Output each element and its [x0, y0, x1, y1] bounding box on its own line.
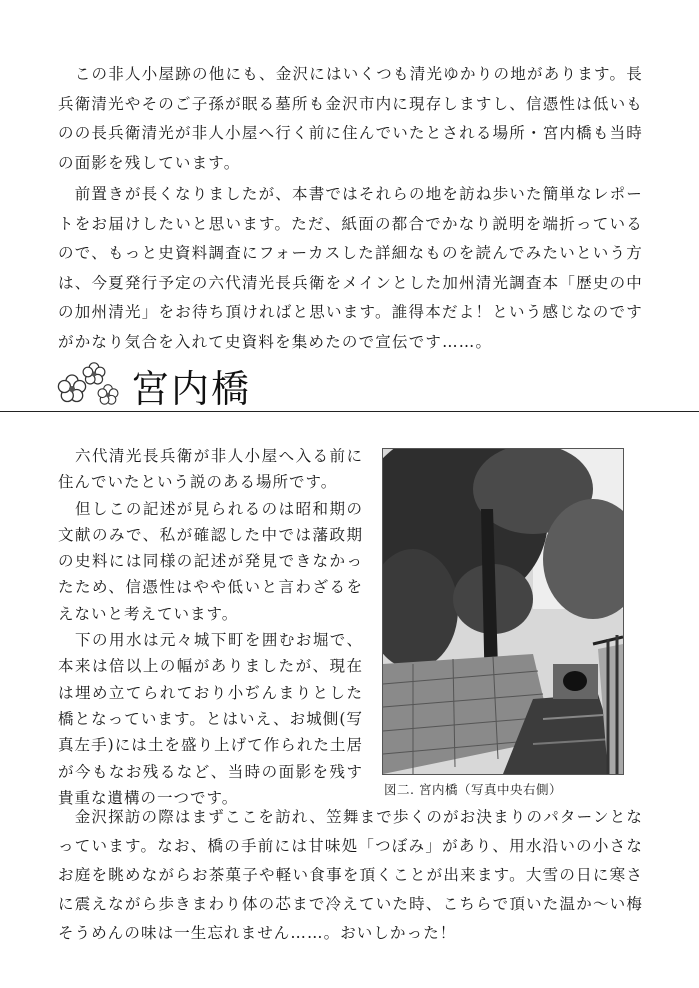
ume-blossom-icon	[55, 362, 123, 408]
body-paragraph-4: 金沢探訪の際はまずここを訪れ、笠舞まで歩くのがお決まりのパターンとなっています。なお、橋の手前には甘味処「つぼみ」があり、用水沿いの小さなお庭を眺めながらお茶菓子や軽い食事を頂くことが出来ます。大雪の日に寒さに震えながら歩きまわり体の芯まで冷えていた時、こちらで頂いた温か～い梅そうめんの味は一生忘れません……。おいしかった！	[58, 808, 643, 942]
body-paragraph-1: 六代清光長兵衛が非人小屋へ入る前に住んでいたという説のある場所です。	[58, 447, 363, 492]
section-divider	[0, 411, 699, 412]
miyauchi-bridge-photo	[382, 448, 624, 775]
intro-paragraph-1: この非人小屋跡の他にも、金沢にはいくつも清光ゆかりの地があります。長兵衛清光やそのご子孫が眠る墓所も金沢市内に現存しますし、信憑性は低いものの長兵衛清光が非人小屋へ行く前に住んでいたとされる場所・宮内橋も当時の面影を残しています。	[58, 65, 643, 172]
body-paragraph-2: 但しこの記述が見られるのは昭和期の文献のみで、私が確認した中では藩政期の史料には同様の記述が発見できなかったため、信憑性はやや低いと言わざるをえないと考えています。	[58, 499, 363, 623]
section-title: 宮内橋	[131, 366, 252, 411]
photo-caption: 図二. 宮内橋（写真中央右側）	[384, 782, 562, 797]
intro-paragraph-2: 前置きが長くなりましたが、本書ではそれらの地を訪ね歩いた簡単なレポートをお届けしたいと思います。ただ、紙面の都合でかなり説明を端折っているので、もっと史資料調査にフォーカスした詳細なものを読んでみたいという方は、今夏発行予定の六代清光長兵衛をメインとした加州清光調査本「歴史の中の加州清光」をお待ち頂ければと思います。誰得本だよ！という感じなのですがかなり気合を入れて史資料を集めたので宣伝です……。	[58, 185, 643, 351]
section-heading	[55, 360, 251, 410]
body-column	[58, 443, 363, 811]
body-paragraph-3: 下の用水は元々城下町を囲むお堀で、本来は倍以上の幅がありましたが、現在は埋め立てられており小ぢんまりとした橋となっています。とはいえ、お城側(写真左手)には土を盛り上げて作られた土居が今もなお残るなど、当時の面影を残す貴重な遺構の一つです。	[58, 631, 363, 807]
